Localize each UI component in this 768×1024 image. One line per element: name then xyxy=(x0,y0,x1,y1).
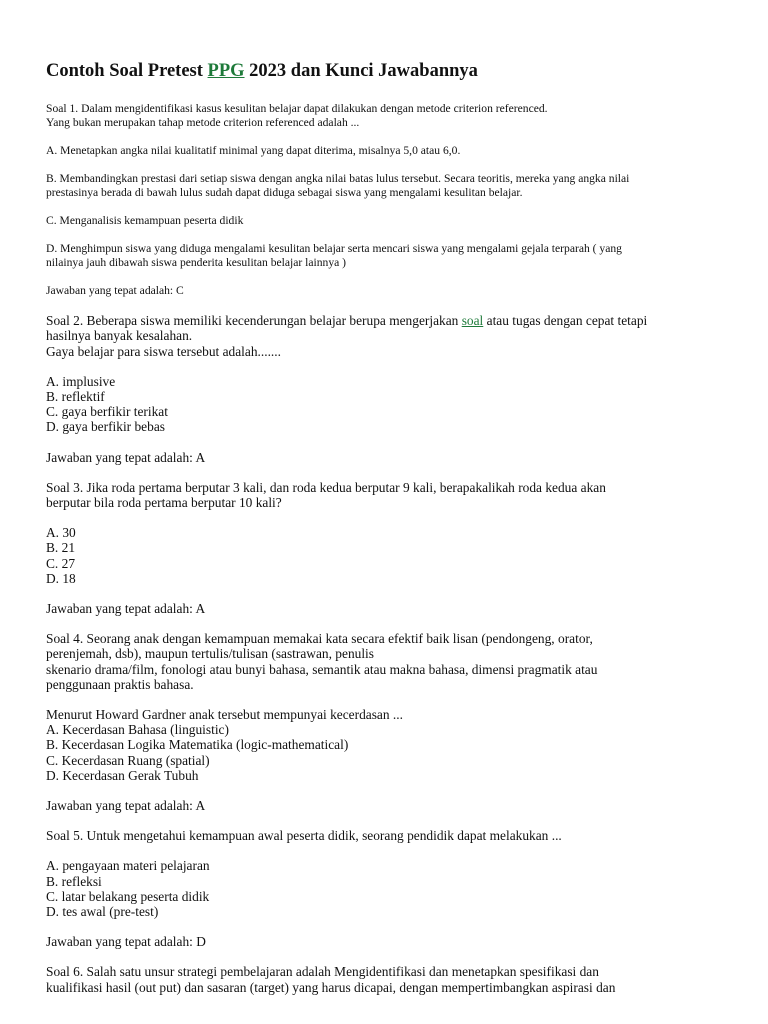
ppg-link[interactable]: PPG xyxy=(207,61,245,81)
question-1 xyxy=(46,102,722,298)
q2-text-post: atau tugas dengan cepat tetapi xyxy=(483,313,648,329)
q2-option: B. reflektif xyxy=(46,389,105,404)
q2-option: C. gaya berfikir terikat xyxy=(46,404,168,420)
title-text-end: 2023 dan Kunci Jawabannya xyxy=(244,61,478,81)
q4-option: A. Kecerdasan Bahasa (linguistic) xyxy=(46,722,229,738)
question-2 xyxy=(46,313,722,465)
title-text: Contoh Soal Pretest xyxy=(46,61,208,81)
q4-text-line: skenario drama/film, fonologi atau bunyi bahasa, semantik atau makna bahasa, dimensi pragmatik atau xyxy=(46,661,598,677)
q5-option: B. refleksi xyxy=(46,873,102,889)
q6-text-line: Soal 6. Salah satu unsur strategi pembelajaran adalah Mengidentifikasi dan menetapkan spesifikasi dan xyxy=(46,964,599,980)
q2-text-line: Gaya belajar para siswa tersebut adalah....... xyxy=(46,343,281,359)
q4-option: C. Kecerdasan Ruang (spatial) xyxy=(46,752,210,768)
q2-option: A. implusive xyxy=(46,373,116,389)
q2-option: D. gaya berfikir bebas xyxy=(46,419,165,435)
q5-answer: Jawaban yang tepat adalah: D xyxy=(46,934,206,950)
q1-option-d-cont: nilainya jauh dibawah siswa penderita kesulitan belajar lainnya ) xyxy=(46,256,347,270)
q1-option-d: D. Menghimpun siswa yang diduga mengalami kesulitan belajar serta mencari siswa yang mengalami gejala terparah ( yang xyxy=(46,242,622,256)
q5-option: C. latar belakang peserta didik xyxy=(46,888,210,904)
q1-option-b: B. Membandingkan prestasi dari setiap siswa dengan angka nilai batas lulus tersebut. Secara teoritis, mereka yang angka nilai xyxy=(46,172,630,186)
q4-prompt: Menurut Howard Gardner anak tersebut mempunyai kecerdasan ... xyxy=(46,707,403,723)
q1-option-c: C. Menganalisis kemampuan peserta didik xyxy=(46,214,244,228)
q2-text-pre: Soal 2. Beberapa siswa memiliki kecenderungan belajar berupa mengerjakan xyxy=(46,313,462,329)
question-3 xyxy=(46,480,722,616)
q2-answer: Jawaban yang tepat adalah: A xyxy=(46,449,206,465)
q3-answer: Jawaban yang tepat adalah: A xyxy=(46,601,206,617)
q5-option: D. tes awal (pre-test) xyxy=(46,904,159,920)
question-6 xyxy=(46,964,722,994)
q2-text-line xyxy=(46,313,722,328)
question-4 xyxy=(46,631,722,813)
q3-text-line: Soal 3. Jika roda pertama berputar 3 kali, dan roda kedua berputar 9 kali, berapakalikah roda kedua akan xyxy=(46,479,606,495)
q5-text-line: Soal 5. Untuk mengetahui kemampuan awal peserta didik, seorang pendidik dapat melakukan ... xyxy=(46,828,562,844)
q4-text-line: penggunaan praktis bahasa. xyxy=(46,676,194,692)
q4-text-line: perenjemah, dsb), maupun tertulis/tulisan (sastrawan, penulis xyxy=(46,646,374,662)
q6-text-line: kualifikasi hasil (out put) dan sasaran (target) yang harus dicapai, dengan mempertimbangkan aspirasi dan xyxy=(46,979,616,995)
question-5 xyxy=(46,828,722,949)
q1-option-a: A. Menetapkan angka nilai kualitatif minimal yang dapat diterima, misalnya 5,0 atau 6,0. xyxy=(46,144,461,158)
q4-option: D. Kecerdasan Gerak Tubuh xyxy=(46,767,199,783)
page-title xyxy=(46,60,722,82)
q3-option: B. 21 xyxy=(46,540,76,556)
q4-option: B. Kecerdasan Logika Matematika (logic-mathematical) xyxy=(46,737,349,753)
q4-text-line: Soal 4. Seorang anak dengan kemampuan memakai kata secara efektif baik lisan (pendongeng, orator, xyxy=(46,631,593,647)
q3-text-line: berputar bila roda pertama berputar 10 kali? xyxy=(46,495,282,511)
q1-text-line: Yang bukan merupakan tahap metode criterion referenced adalah ... xyxy=(46,116,360,130)
q4-answer: Jawaban yang tepat adalah: A xyxy=(46,798,206,814)
q1-option-b-cont: prestasinya berada di bawah lulus sudah dapat diduga sebagai siswa yang mengalami kesulitan belajar. xyxy=(46,186,523,200)
q3-option: C. 27 xyxy=(46,555,76,571)
q2-text-line: hasilnya banyak kesalahan. xyxy=(46,328,193,344)
soal-link[interactable]: soal xyxy=(461,313,484,329)
q5-option: A. pengayaan materi pelajaran xyxy=(46,858,210,874)
q3-option: A. 30 xyxy=(46,525,76,541)
q3-option: D. 18 xyxy=(46,570,76,586)
q1-answer: Jawaban yang tepat adalah: C xyxy=(46,284,184,298)
q1-text-line: Soal 1. Dalam mengidentifikasi kasus kesulitan belajar dapat dilakukan dengan metode criterion referenced. xyxy=(46,102,548,116)
